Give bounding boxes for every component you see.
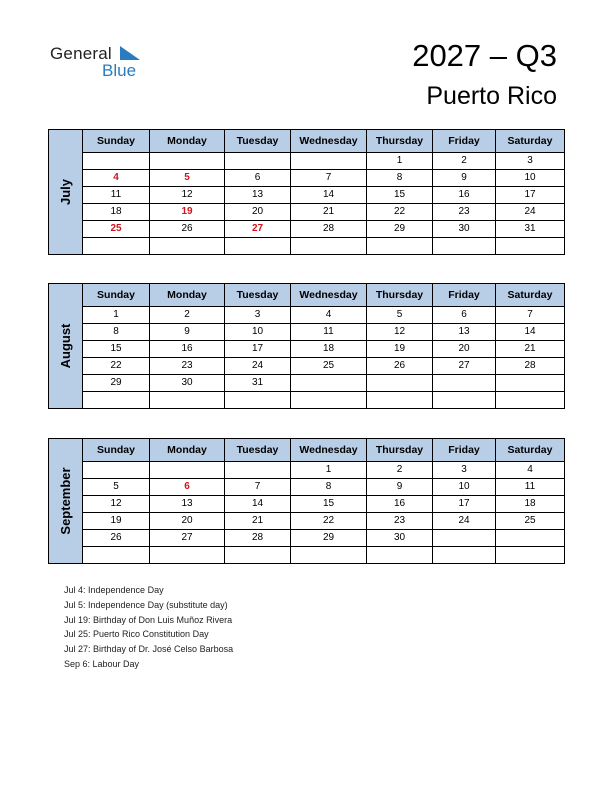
day-cell: 19 xyxy=(83,513,150,530)
day-cell: 30 xyxy=(433,221,496,238)
week-row xyxy=(49,187,565,204)
day-cell: 9 xyxy=(433,170,496,187)
logo-blue-text: Blue xyxy=(102,61,137,80)
month-table-september xyxy=(48,438,565,564)
day-cell: 4 xyxy=(83,170,150,187)
day-cell: 8 xyxy=(83,324,150,341)
holiday-item: Jul 25: Puerto Rico Constitution Day xyxy=(64,629,209,640)
weekday-header: Tuesday xyxy=(225,130,291,153)
week-row xyxy=(49,153,565,170)
day-cell: 24 xyxy=(433,513,496,530)
day-cell: 11 xyxy=(291,324,367,341)
weekday-header: Tuesday xyxy=(225,284,291,307)
weekday-header: Friday xyxy=(433,130,496,153)
day-cell: 20 xyxy=(150,513,225,530)
weekday-header: Saturday xyxy=(496,439,565,462)
day-cell: 24 xyxy=(225,358,291,375)
week-row xyxy=(49,513,565,530)
day-cell xyxy=(367,547,433,564)
day-cell: 27 xyxy=(225,221,291,238)
day-cell: 8 xyxy=(367,170,433,187)
day-cell: 24 xyxy=(496,204,565,221)
weekday-header: Friday xyxy=(433,284,496,307)
month-label: September xyxy=(57,467,73,535)
day-cell: 6 xyxy=(150,479,225,496)
day-cell: 6 xyxy=(433,307,496,324)
day-cell: 25 xyxy=(83,221,150,238)
day-cell: 1 xyxy=(367,153,433,170)
day-cell xyxy=(150,462,225,479)
weekday-header: Sunday xyxy=(83,130,150,153)
day-cell: 19 xyxy=(367,341,433,358)
weekday-header: Monday xyxy=(150,284,225,307)
day-cell: 21 xyxy=(225,513,291,530)
day-cell xyxy=(83,238,150,255)
weekday-header: Tuesday xyxy=(225,439,291,462)
day-cell: 11 xyxy=(496,479,565,496)
day-cell xyxy=(433,238,496,255)
day-cell: 21 xyxy=(496,341,565,358)
day-cell: 5 xyxy=(367,307,433,324)
weekday-header: Wednesday xyxy=(291,284,367,307)
day-cell: 25 xyxy=(291,358,367,375)
day-cell: 12 xyxy=(150,187,225,204)
day-cell xyxy=(433,375,496,392)
day-cell: 15 xyxy=(83,341,150,358)
holiday-item: Jul 19: Birthday of Don Luis Muñoz Rivera xyxy=(64,614,233,625)
day-cell: 25 xyxy=(496,513,565,530)
week-row xyxy=(49,170,565,187)
day-cell: 31 xyxy=(496,221,565,238)
day-cell: 9 xyxy=(150,324,225,341)
day-cell xyxy=(150,392,225,409)
day-cell: 30 xyxy=(367,530,433,547)
day-cell xyxy=(496,375,565,392)
week-row xyxy=(49,307,565,324)
week-row xyxy=(49,392,565,409)
day-cell: 4 xyxy=(496,462,565,479)
day-cell: 12 xyxy=(367,324,433,341)
week-row xyxy=(49,547,565,564)
day-cell: 10 xyxy=(433,479,496,496)
day-cell: 9 xyxy=(367,479,433,496)
day-cell: 3 xyxy=(225,307,291,324)
day-cell: 19 xyxy=(150,204,225,221)
month-label: August xyxy=(57,323,73,369)
day-cell: 22 xyxy=(367,204,433,221)
day-cell: 17 xyxy=(225,341,291,358)
holiday-item: Jul 27: Birthday of Dr. José Celso Barbosa xyxy=(64,644,234,655)
day-cell: 17 xyxy=(496,187,565,204)
day-cell xyxy=(291,547,367,564)
day-cell: 16 xyxy=(150,341,225,358)
day-cell: 11 xyxy=(83,187,150,204)
weekday-header: Saturday xyxy=(496,284,565,307)
logo-triangle-icon xyxy=(120,46,140,60)
day-cell: 1 xyxy=(83,307,150,324)
day-cell xyxy=(433,530,496,547)
day-cell: 21 xyxy=(291,204,367,221)
day-cell: 31 xyxy=(225,375,291,392)
month-label: July xyxy=(57,178,73,206)
day-cell: 13 xyxy=(225,187,291,204)
generalblue-logo xyxy=(50,44,170,84)
day-cell: 28 xyxy=(225,530,291,547)
day-cell: 13 xyxy=(433,324,496,341)
day-cell: 12 xyxy=(83,496,150,513)
day-cell xyxy=(367,392,433,409)
week-row xyxy=(49,479,565,496)
day-cell xyxy=(496,530,565,547)
day-cell: 18 xyxy=(83,204,150,221)
month-label-cell xyxy=(49,284,83,409)
weekday-header: Wednesday xyxy=(291,439,367,462)
week-row xyxy=(49,324,565,341)
day-cell: 20 xyxy=(433,341,496,358)
day-cell: 10 xyxy=(225,324,291,341)
day-cell xyxy=(150,547,225,564)
day-cell: 2 xyxy=(367,462,433,479)
week-row xyxy=(49,204,565,221)
weekday-header: Friday xyxy=(433,439,496,462)
day-cell xyxy=(291,375,367,392)
week-row xyxy=(49,462,565,479)
day-cell: 29 xyxy=(291,530,367,547)
day-cell: 20 xyxy=(225,204,291,221)
page-title: 2027 – Q3 xyxy=(412,38,557,73)
month-label-cell xyxy=(49,439,83,564)
day-cell: 2 xyxy=(433,153,496,170)
day-cell xyxy=(150,153,225,170)
weekday-header: Sunday xyxy=(83,284,150,307)
day-cell: 22 xyxy=(83,358,150,375)
day-cell xyxy=(83,153,150,170)
day-cell: 18 xyxy=(291,341,367,358)
week-row xyxy=(49,530,565,547)
weekday-header: Thursday xyxy=(367,439,433,462)
day-cell xyxy=(367,238,433,255)
day-cell: 8 xyxy=(291,479,367,496)
day-cell: 28 xyxy=(496,358,565,375)
day-cell xyxy=(83,547,150,564)
day-cell: 7 xyxy=(291,170,367,187)
day-cell: 26 xyxy=(83,530,150,547)
day-cell: 27 xyxy=(433,358,496,375)
day-cell xyxy=(367,375,433,392)
day-cell: 3 xyxy=(496,153,565,170)
day-cell: 4 xyxy=(291,307,367,324)
day-cell: 16 xyxy=(433,187,496,204)
day-cell: 5 xyxy=(83,479,150,496)
day-cell: 3 xyxy=(433,462,496,479)
day-cell: 15 xyxy=(367,187,433,204)
day-cell: 29 xyxy=(367,221,433,238)
holiday-item: Jul 4: Independence Day xyxy=(64,585,164,595)
day-cell: 15 xyxy=(291,496,367,513)
day-cell: 23 xyxy=(150,358,225,375)
day-cell xyxy=(291,238,367,255)
day-cell: 6 xyxy=(225,170,291,187)
day-cell: 28 xyxy=(291,221,367,238)
country-name: Puerto Rico xyxy=(426,82,557,110)
day-cell: 14 xyxy=(496,324,565,341)
day-cell: 26 xyxy=(367,358,433,375)
week-row xyxy=(49,221,565,238)
week-row xyxy=(49,375,565,392)
week-row xyxy=(49,496,565,513)
day-cell xyxy=(433,392,496,409)
day-cell xyxy=(225,238,291,255)
logo-general-text: General xyxy=(50,44,112,63)
day-cell: 18 xyxy=(496,496,565,513)
week-row xyxy=(49,238,565,255)
day-cell: 26 xyxy=(150,221,225,238)
day-cell: 27 xyxy=(150,530,225,547)
day-cell xyxy=(150,238,225,255)
day-cell: 22 xyxy=(291,513,367,530)
day-cell: 23 xyxy=(367,513,433,530)
day-cell xyxy=(291,153,367,170)
weekday-header: Sunday xyxy=(83,439,150,462)
day-cell xyxy=(496,392,565,409)
day-cell: 23 xyxy=(433,204,496,221)
day-cell: 13 xyxy=(150,496,225,513)
day-cell: 14 xyxy=(225,496,291,513)
holiday-list xyxy=(64,583,233,672)
day-cell xyxy=(225,392,291,409)
day-cell: 7 xyxy=(225,479,291,496)
day-cell xyxy=(225,547,291,564)
weekday-header: Wednesday xyxy=(291,130,367,153)
day-cell: 7 xyxy=(496,307,565,324)
day-cell: 2 xyxy=(150,307,225,324)
day-cell: 5 xyxy=(150,170,225,187)
day-cell: 1 xyxy=(291,462,367,479)
weekday-header: Saturday xyxy=(496,130,565,153)
day-cell xyxy=(225,153,291,170)
weekday-header: Monday xyxy=(150,439,225,462)
day-cell xyxy=(291,392,367,409)
day-cell xyxy=(496,547,565,564)
holiday-item: Jul 5: Independence Day (substitute day) xyxy=(64,599,228,610)
day-cell: 29 xyxy=(83,375,150,392)
day-cell xyxy=(496,238,565,255)
day-cell xyxy=(83,462,150,479)
week-row xyxy=(49,341,565,358)
month-table-july xyxy=(48,129,565,255)
week-row xyxy=(49,358,565,375)
day-cell: 10 xyxy=(496,170,565,187)
weekday-header: Thursday xyxy=(367,130,433,153)
day-cell xyxy=(83,392,150,409)
holiday-item: Sep 6: Labour Day xyxy=(64,658,140,669)
weekday-header: Monday xyxy=(150,130,225,153)
day-cell: 14 xyxy=(291,187,367,204)
day-cell: 17 xyxy=(433,496,496,513)
month-table-august xyxy=(48,283,565,409)
weekday-header: Thursday xyxy=(367,284,433,307)
day-cell: 16 xyxy=(367,496,433,513)
month-label-cell xyxy=(49,130,83,255)
day-cell xyxy=(433,547,496,564)
day-cell xyxy=(225,462,291,479)
day-cell: 30 xyxy=(150,375,225,392)
